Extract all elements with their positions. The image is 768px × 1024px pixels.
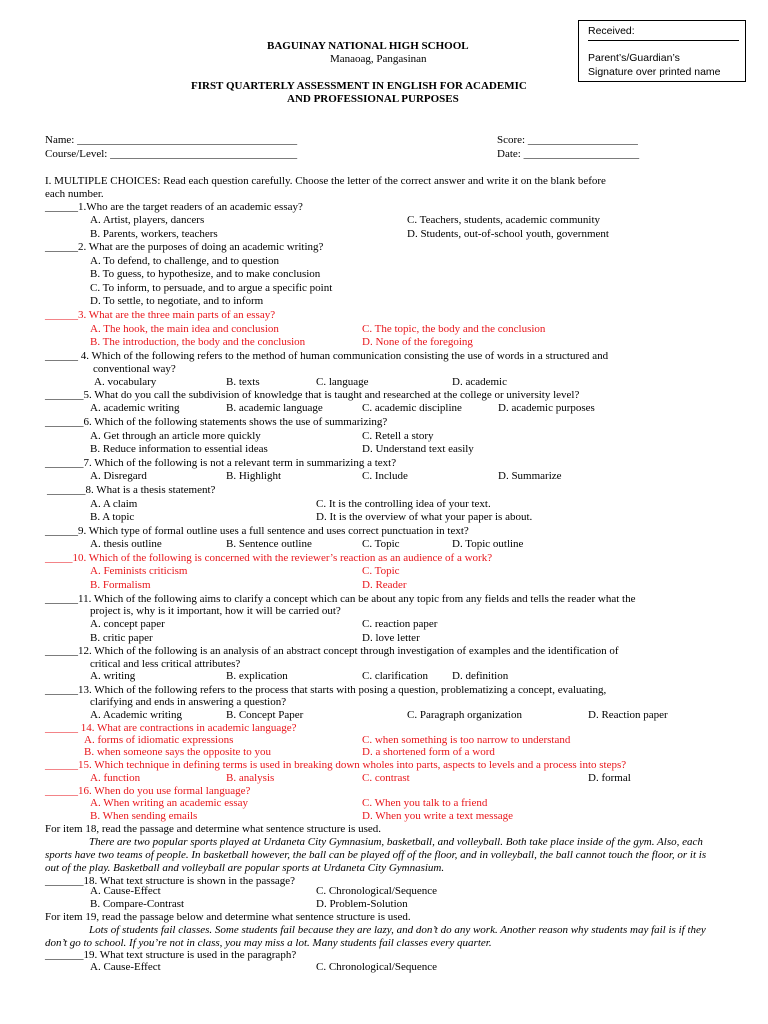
question-9-stem: ______9. Which type of formal outline uses a full sentence and uses correct punctuation in text? xyxy=(45,525,469,537)
question-10-option-a: A. Feminists criticism xyxy=(90,565,188,577)
question-13-option-b: B. Concept Paper xyxy=(226,709,304,721)
question-13-option-d: D. Reaction paper xyxy=(588,709,668,721)
question-4-option-c: C. language xyxy=(316,376,369,388)
question-18-option-a: A. Cause-Effect xyxy=(90,885,161,897)
question-10-option-b: B. Formalism xyxy=(90,579,151,591)
question-11-option-d: D. love letter xyxy=(362,632,420,644)
question-4-option-a: A. vocabulary xyxy=(94,376,157,388)
question-4-option-b: B. texts xyxy=(226,376,260,388)
question-8-option-c: C. It is the controlling idea of your text. xyxy=(316,498,491,510)
question-11-stem-line2: project is, why is it important, how it will be carried out? xyxy=(90,605,341,617)
question-12-option-b: B. explication xyxy=(226,670,288,682)
question-3-option-c: C. The topic, the body and the conclusion xyxy=(362,323,546,335)
question-6-option-b: B. Reduce information to essential ideas xyxy=(90,443,268,455)
name-field[interactable]: Name: ________________________________________ xyxy=(45,134,298,146)
signature-label: Signature over printed name xyxy=(588,66,721,78)
question-3-stem: ______3. What are the three main parts of an essay? xyxy=(45,309,276,321)
question-15-option-b: B. analysis xyxy=(226,772,275,784)
item-19-intro: For item 19, read the passage below and determine what sentence structure is used. xyxy=(45,911,411,923)
question-6-option-a: A. Get through an article more quickly xyxy=(90,430,261,442)
question-2-option-b: B. To guess, to hypothesize, and to make conclusion xyxy=(90,268,321,280)
passage-18: There are two popular sports played at Urdaneta City Gymnasium, basketball, and volleyball. Both take place inside of the gym. Also, each sports have two teams of people. In basketball however, the ball can be played off of the floor, and in volleyball, the ball cannot touch the floor, or it is out of the play. Basketball and volleyball are popular sports at Urdaneta City Gymnasium. xyxy=(45,836,707,874)
question-2-stem: ______2. What are the purposes of doing an academic writing? xyxy=(45,241,324,253)
question-8-stem: _______8. What is a thesis statement? xyxy=(47,484,216,496)
question-14-option-d: D. a shortened form of a word xyxy=(362,746,495,758)
question-9-option-b: B. Sentence outline xyxy=(226,538,312,550)
parent-label: Parent’s/Guardian’s xyxy=(588,52,680,64)
question-12-option-c: C. clarification xyxy=(362,670,428,682)
question-10-stem: _____10. Which of the following is concerned with the reviewer’s reaction as an audience of a work? xyxy=(45,552,493,564)
question-5-option-d: D. academic purposes xyxy=(498,402,595,414)
question-2-option-a: A. To defend, to challenge, and to question xyxy=(90,255,280,267)
question-3-option-d: D. None of the foregoing xyxy=(362,336,473,348)
question-10-option-d: D. Reader xyxy=(362,579,407,591)
school-location: Manaoag, Pangasinan xyxy=(330,53,427,65)
question-12-option-a: A. writing xyxy=(90,670,136,682)
question-19-option-a: A. Cause-Effect xyxy=(90,961,161,973)
question-12-stem-line1: ______12. Which of the following is an analysis of an abstract concept through investigation of examples and the identification of xyxy=(45,645,619,657)
question-13-option-c: C. Paragraph organization xyxy=(407,709,522,721)
question-11-option-c: C. reaction paper xyxy=(362,618,438,630)
question-18-option-c: C. Chronological/Sequence xyxy=(316,885,437,897)
passage-19: Lots of students fail classes. Some students fail because they are lazy, and don’t do any work. Another reason why students may fail is if they don’t go to school. If you’re not in class, you may miss a lot. Many students fail classes every quarter. xyxy=(45,924,706,949)
question-14-option-a: A. forms of idiomatic expressions xyxy=(84,734,234,746)
question-18-option-d: D. Problem-Solution xyxy=(316,898,408,910)
signature-box xyxy=(578,20,746,82)
question-4-stem-line1: ______ 4. Which of the following refers to the method of human communication consisting the use of words in a structured and xyxy=(45,350,609,362)
score-field[interactable]: Score: ____________________ xyxy=(497,134,638,146)
question-8-option-a: A. A claim xyxy=(90,498,138,510)
question-5-stem: _______5. What do you call the subdivision of knowledge that is taught and researched at the college or university level? xyxy=(45,389,580,401)
question-7-option-c: C. Include xyxy=(362,470,408,482)
question-12-option-d: D. definition xyxy=(452,670,509,682)
question-4-option-d: D. academic xyxy=(452,376,507,388)
question-11-option-b: B. critic paper xyxy=(90,632,153,644)
question-14-option-c: C. when something is too narrow to understand xyxy=(362,734,571,746)
date-field[interactable]: Date: _____________________ xyxy=(497,148,640,160)
question-2-option-c: C. To inform, to persuade, and to argue a specific point xyxy=(90,282,333,294)
question-13-option-a: A. Academic writing xyxy=(90,709,182,721)
received-label: Received: xyxy=(588,25,635,37)
question-7-option-b: B. Highlight xyxy=(226,470,282,482)
question-19-stem: _______19. What text structure is used in the paragraph? xyxy=(45,949,297,961)
school-name: BAGUINAY NATIONAL HIGH SCHOOL xyxy=(267,40,469,52)
course-field[interactable]: Course/Level: __________________________________ xyxy=(45,148,298,160)
question-3-option-b: B. The introduction, the body and the conclusion xyxy=(90,336,306,348)
question-7-stem: _______7. Which of the following is not a relevant term in summarizing a text? xyxy=(45,457,397,469)
question-1-option-a: A. Artist, players, dancers xyxy=(90,214,205,226)
question-18-option-b: B. Compare-Contrast xyxy=(90,898,185,910)
question-16-option-b: B. When sending emails xyxy=(90,810,198,822)
question-8-option-d: D. It is the overview of what your paper is about. xyxy=(316,511,533,523)
question-7-option-a: A. Disregard xyxy=(90,470,147,482)
question-9-option-d: D. Topic outline xyxy=(452,538,524,550)
question-1-option-c: C. Teachers, students, academic community xyxy=(407,214,600,226)
question-1-stem: ______1.Who are the target readers of an academic essay? xyxy=(45,201,303,213)
question-15-option-c: C. contrast xyxy=(362,772,410,784)
question-16-option-c: C. When you talk to a friend xyxy=(362,797,488,809)
signature-line xyxy=(588,40,739,41)
question-9-option-c: C. Topic xyxy=(362,538,400,550)
question-6-option-d: D. Understand text easily xyxy=(362,443,474,455)
exam-title-line2: AND PROFESSIONAL PURPOSES xyxy=(287,93,459,105)
question-11-stem-line1: ______11. Which of the following aims to clarify a concept which can be about any topic from any fields and tells the reader what the xyxy=(45,593,636,605)
question-1-option-d: D. Students, out-of-school youth, government xyxy=(407,228,609,240)
question-10-option-c: C. Topic xyxy=(362,565,400,577)
question-5-option-a: A. academic writing xyxy=(90,402,180,414)
question-11-option-a: A. concept paper xyxy=(90,618,165,630)
question-2-option-d: D. To settle, to negotiate, and to inform xyxy=(90,295,264,307)
item-18-intro: For item 18, read the passage and determine what sentence structure is used. xyxy=(45,823,381,835)
question-8-option-b: B. A topic xyxy=(90,511,135,523)
question-15-option-a: A. function xyxy=(90,772,141,784)
question-1-option-b: B. Parents, workers, teachers xyxy=(90,228,218,240)
question-6-stem: _______6. Which of the following statements shows the use of summarizing? xyxy=(45,416,388,428)
question-3-option-a: A. The hook, the main idea and conclusion xyxy=(90,323,279,335)
question-15-option-d: D. formal xyxy=(588,772,631,784)
question-14-stem: ______ 14. What are contractions in academic language? xyxy=(45,722,297,734)
question-16-option-d: D. When you write a text message xyxy=(362,810,514,822)
question-12-stem-line2: critical and less critical attributes? xyxy=(90,658,241,670)
question-5-option-b: B. academic language xyxy=(226,402,323,414)
question-13-stem-line2: clarifying and ends in answering a question? xyxy=(90,696,287,708)
question-5-option-c: C. academic discipline xyxy=(362,402,462,414)
question-15-stem: ______15. Which technique in defining terms is used in breaking down wholes into parts, aspects to levels and a process into steps? xyxy=(45,759,627,771)
question-18-stem: _______18. What text structure is shown in the passage? xyxy=(45,875,295,887)
question-13-stem-line1: ______13. Which of the following refers to the process that starts with posing a question, problematizing a concept, evaluating, xyxy=(45,684,607,696)
question-14-option-b: B. when someone says the opposite to you xyxy=(84,746,271,758)
question-16-stem: ______16. When do you use formal language? xyxy=(45,785,251,797)
question-9-option-a: A. thesis outline xyxy=(90,538,162,550)
question-6-option-c: C. Retell a story xyxy=(362,430,434,442)
exam-title-line1: FIRST QUARTERLY ASSESSMENT IN ENGLISH FOR ACADEMIC xyxy=(191,80,527,92)
question-7-option-d: D. Summarize xyxy=(498,470,562,482)
instructions-line2: each number. xyxy=(45,188,104,200)
question-16-option-a: A. When writing an academic essay xyxy=(90,797,249,809)
question-19-option-c: C. Chronological/Sequence xyxy=(316,961,437,973)
instructions-line1: I. MULTIPLE CHOICES: Read each question carefully. Choose the letter of the correct answer and write it on the blank before xyxy=(45,175,606,187)
question-4-stem-line2: conventional way? xyxy=(93,363,176,375)
